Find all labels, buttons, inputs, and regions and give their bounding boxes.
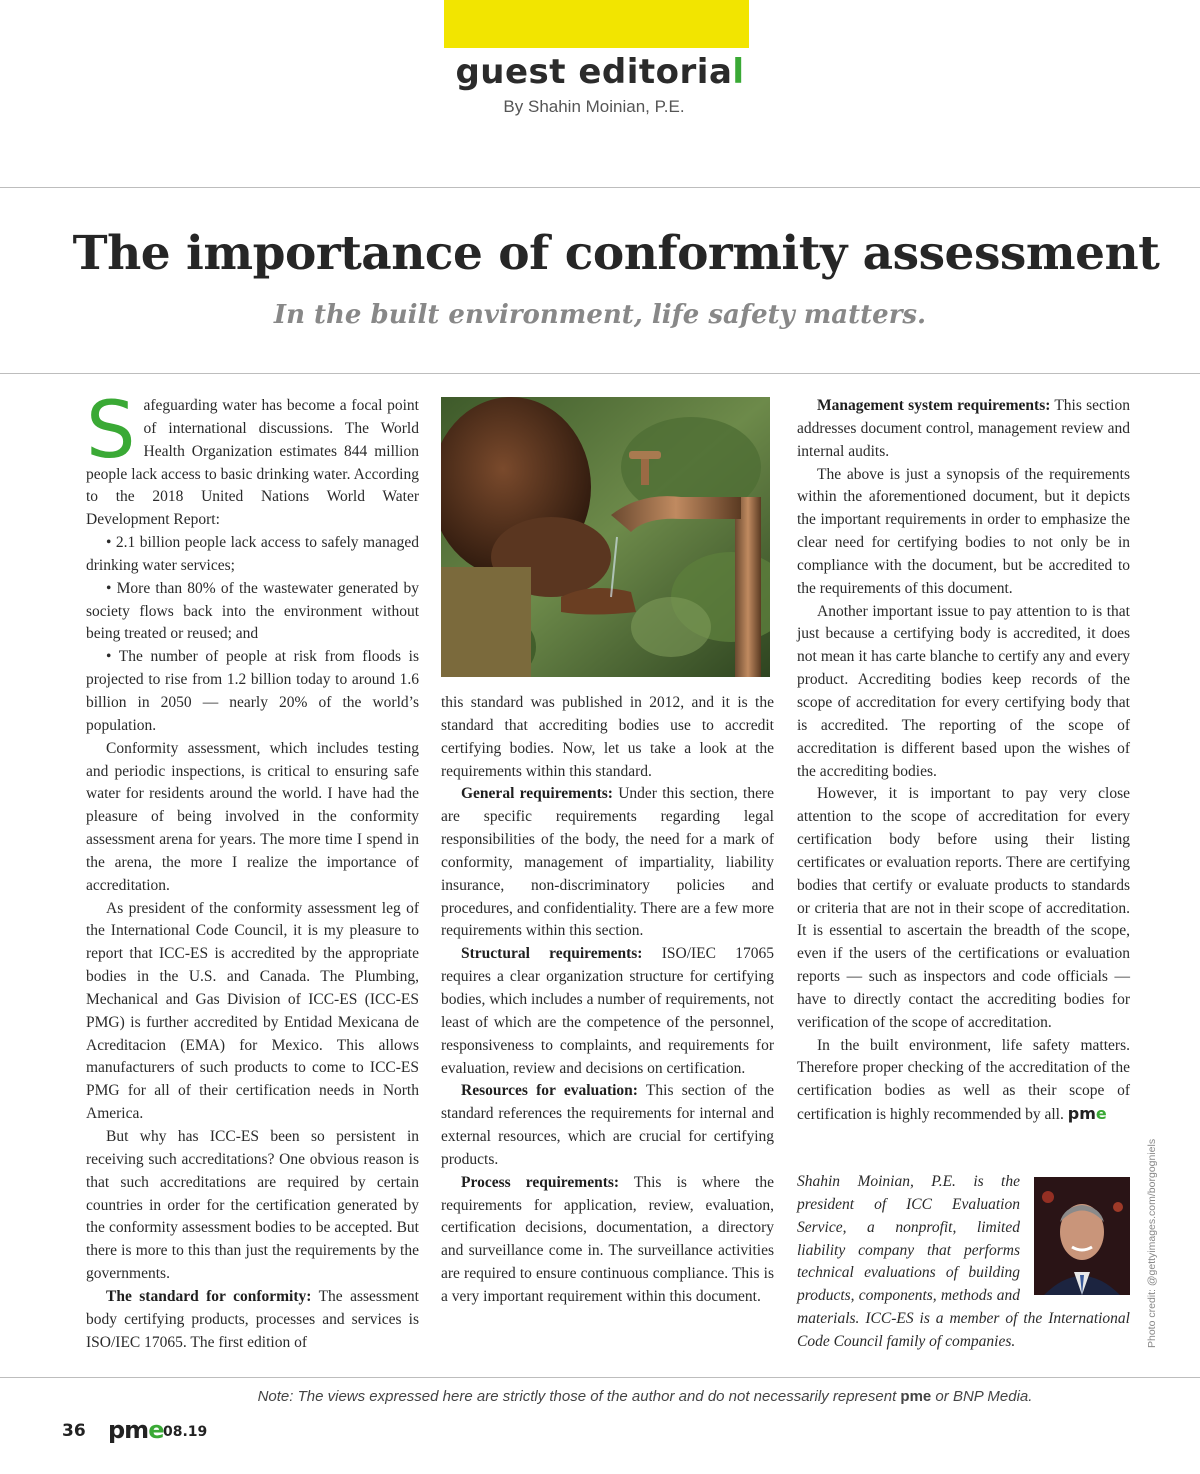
body-paragraph: In the built environment, life safety matters. Therefore proper checking of the accreditation of the certification bodies as well as their scope of certification is highly recommended by all. pme [797, 1036, 1130, 1124]
title-divider [0, 373, 1200, 374]
subhead: General requirements: [461, 785, 613, 803]
body-paragraph: Another important issue to pay attention to is that just because a certifying body is accredited, it does not mean it has carte blanche to certify any and every product. Accrediting bodies keep records of the scope of accreditation for every certifying body that is accredited. The reporting of the scope of accreditation is different based upon the wishes of the accrediting bodies. [797, 602, 1130, 780]
subhead: Structural requirements: [461, 945, 643, 963]
page-number: 36 [62, 1421, 86, 1441]
body-paragraph: As president of the conformity assessment leg of the International Code Council, it is my pleasure to report that ICC-ES is accredited by the appropriate bodies in the U.S. and Canada. The Plumbing, Mechanical and Gas Division of ICC-ES (ICC-ES PMG) is further accredited by Entidad Mexicana de Acreditacion (EMA) for Mexico. This allows manufacturers of such products to come to ICC-ES PMG for all of their certification needs in North America. [86, 899, 419, 1123]
drop-cap: S [86, 386, 136, 476]
article-column-1 [86, 386, 419, 1354]
header-color-bar [444, 0, 749, 48]
bullet-item: • The number of people at risk from floods is projected to rise from 1.2 billion today to around 1.6 billion in 2050 — nearly 20% of the world’s population. [86, 648, 419, 734]
subhead: The standard for conformity: [106, 1287, 312, 1305]
end-mark-logo: pme [1067, 1104, 1107, 1124]
bullet-item: • More than 80% of the wastewater generated by society flows back into the environment without being treated or reused; and [86, 579, 419, 643]
section-kicker: guest editorial [455, 52, 745, 92]
body-paragraph: Resources for evaluation: This section of the standard references the requirements for internal and external resources, which are crucial for certifying products. [441, 1082, 775, 1168]
magazine-logo: pme [108, 1416, 164, 1444]
body-paragraph: Conformity assessment, which includes testing and periodic inspections, is critical to ensuring safe water for residents around the world. I have had the pleasure of being involved in the conformity assessment arena for years. The more time I spend in the arena, the more I realize the importance of accreditation. [86, 739, 419, 894]
article-column-3 [797, 395, 1130, 1127]
body-paragraph: this standard was published in 2012, and it is the standard that accrediting bodies use to accredit certifying bodies. Now, let us take a look at the requirements within this standard. [441, 694, 774, 780]
author-headshot [1034, 1177, 1130, 1295]
article-subtitle: In the built environment, life safety matters. [273, 300, 927, 330]
body-paragraph: General requirements: Under this section, there are specific requirements regarding legal responsibilities of the body, the need for a mark of conformity, management of impartiality, liability insurance, non-discriminatory policies and procedures, and confidentiality. There are a few more requirements within this section. [441, 785, 774, 940]
footer-divider [0, 1377, 1200, 1378]
body-paragraph: The above is just a synopsis of the requirements within the aforementioned document, but it depicts the important requirements in order to emphasize the clear need for certifying bodies to not only be in compliance with the document, but be accredited to the requirements of this document. [797, 465, 1130, 597]
body-paragraph: But why has ICC-ES been so persistent in receiving such accreditations? One obvious reason is that such accreditations are required by certain countries in order for the certification generated by the conformity assessment bodies to be accepted. But there is more to this than just the requirements by the governments. [86, 1128, 419, 1283]
photo-credit: Photo credit: @gettyimages.com/borgogniels [1146, 1138, 1158, 1348]
author-bio: Shahin Moinian, P.E. is the president of ICC Evaluation Service, a nonprofit, limited liability company that performs technical evaluations of building products, components, methods and materials. ICC-ES is a member of the International Code Council family of companies. [797, 1173, 1130, 1350]
article-column-2 [441, 692, 774, 1309]
subhead: Resources for evaluation: [461, 1082, 638, 1100]
body-paragraph: The standard for conformity: The assessment body certifying products, processes and services is ISO/IEC 17065. The first edition of [86, 1287, 419, 1351]
article-title: The importance of conformity assessment [72, 226, 1160, 281]
byline: By Shahin Moinian, P.E. [503, 97, 685, 116]
body-paragraph: Structural requirements: ISO/IEC 17065 requires a clear organization structure for certifying bodies, which includes a number of requirements, not least of which are the competence of the personnel, responsiveness to complaints, and requirements for evaluation, review and decisions on certification. [441, 945, 774, 1077]
body-paragraph: Process requirements: This is where the requirements for application, review, evaluation, certification decisions, documentation, a directory and surveillance come in. The surveillance activities are required to ensure continuous compliance. This is a very important requirement within this document. [441, 1173, 774, 1305]
top-divider [0, 187, 1200, 188]
bullet-item: • 2.1 billion people lack access to safely managed drinking water services; [86, 534, 419, 574]
body-paragraph: Management system requirements: This section addresses document control, management review and internal audits. [797, 397, 1130, 460]
body-paragraph: However, it is important to pay very close attention to the scope of accreditation for every certification body before using their listing certificates or evaluation reports. There are certifying bodies that certify or evaluate products to standards or criteria that are not in their scope of accreditation. It is essential to ascertain the breadth of the scope, even if the users of the certifications or evaluation reports — such as inspectors and code officials — have to directly contact the accrediting bodies for verification of the scope of accreditation. [797, 785, 1130, 1031]
subhead: Process requirements: [461, 1173, 620, 1191]
subhead: Management system requirements: [817, 397, 1051, 414]
issue-date: 08.19 [163, 1424, 208, 1440]
intro-paragraph: Safeguarding water has become a focal point of international discussions. The World Health Organization estimates 844 million people lack access to basic drinking water. According to the 2018 United Nations World Water Development Report: [86, 386, 419, 529]
article-photo-child-drinking [441, 397, 770, 677]
disclaimer-note: Note: The views expressed here are strictly those of the author and do not necessarily represent pme or BNP Media. [257, 1388, 1033, 1405]
